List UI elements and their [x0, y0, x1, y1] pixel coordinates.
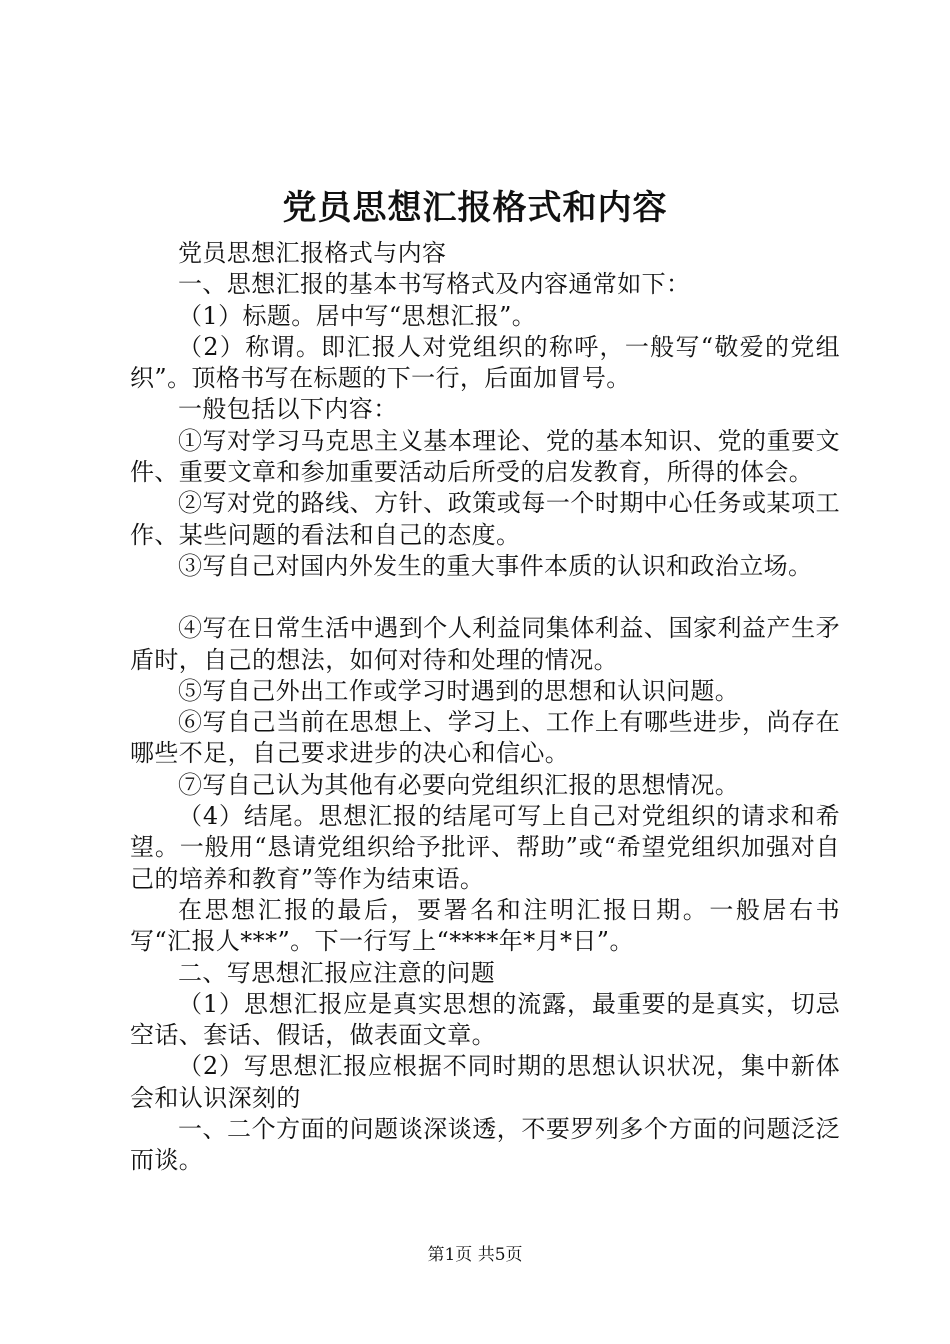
paragraph: （1）标题。居中写“思想汇报”。: [178, 301, 537, 330]
paragraph: 一、思想汇报的基本书写格式及内容通常如下：: [178, 270, 691, 299]
paragraph: （2）写思想汇报应根据不同时期的思想认识状况，集中新体会和认识深刻的: [130, 1052, 840, 1112]
document-body: [130, 238, 840, 1177]
paragraph: （2）称谓。即汇报人对党组织的称呼，一般写“敬爱的党组织”。顶格书写在标题的下一行，后面加冒号。: [130, 332, 840, 393]
paragraph: 在思想汇报的最后，要署名和注明汇报日期。一般居右书写“汇报人***”。下一行写上“****年*月*日”。: [130, 895, 840, 956]
paragraph: ⑤写自己外出工作或学习时遇到的思想和认识问题。: [178, 676, 740, 705]
document-title: 党员思想汇报格式和内容: [282, 188, 668, 228]
paragraph: ①写对学习马克思主义基本理论、党的基本知识、党的重要文件、重要文章和参加重要活动后所受的启发教育，所得的体会。: [130, 426, 840, 487]
paragraph: ③写自己对国内外发生的重大事件本质的认识和政治立场。: [178, 551, 813, 580]
paragraph: ②写对党的路线、方针、政策或每一个时期中心任务或某项工作、某些问题的看法和自己的态度。: [130, 489, 840, 549]
paragraph: 党员思想汇报格式与内容: [178, 239, 447, 267]
paragraph: 二、写思想汇报应注意的问题: [178, 958, 496, 987]
paragraph: 一般包括以下内容：: [178, 395, 398, 424]
paragraph: （4）结尾。思想汇报的结尾可写上自己对党组织的请求和希望。一般用“恳请党组织给予批评、帮助”或“希望党组织加强对自己的培养和教育”等作为结束语。: [130, 802, 840, 893]
paragraph: 一、二个方面的问题谈深谈透，不要罗列多个方面的问题泛泛而谈。: [130, 1115, 840, 1175]
paragraph: ④写在日常生活中遇到个人利益同集体利益、国家利益产生矛盾时，自己的想法，如何对待和处理的情况。: [130, 614, 840, 674]
paragraph: ⑦写自己认为其他有必要向党组织汇报的思想情况。: [178, 770, 740, 799]
paragraph: （1）思想汇报应是真实思想的流露，最重要的是真实，切忌空话、套话、假话，做表面文章。: [130, 989, 840, 1050]
page-footer: 第1页 共5页: [427, 1245, 523, 1265]
paragraph: ⑥写自己当前在思想上、学习上、工作上有哪些进步，尚存在哪些不足，自己要求进步的决心和信心。: [130, 708, 840, 768]
blank-line: [130, 582, 840, 613]
